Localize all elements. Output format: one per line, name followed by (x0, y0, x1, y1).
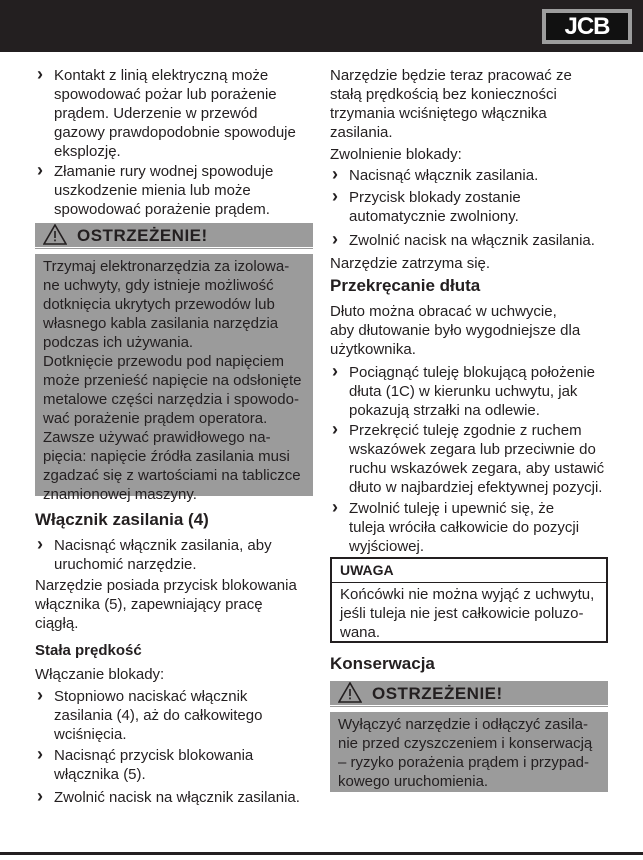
list-item: › Zwolnić tuleję i upewnić się, że tuleja wróciła całkowicie do pozycji wyjściowej. (330, 499, 610, 556)
warning-triangle-icon (338, 682, 362, 703)
jcb-logo: JCB (542, 9, 632, 44)
heading-chisel-rotation: Przekręcanie dłuta (330, 276, 481, 295)
list-item: › Przycisk blokady zostanie automatycznie zwolniony. (330, 188, 610, 226)
warning-title: OSTRZEŻENIE! (77, 226, 208, 245)
list-item: › Stopniowo naciskać włącznik zasilania (4), aż do całkowitego wciśnięcia. (35, 687, 315, 744)
paragraph: Włączanie blokady: (35, 666, 165, 683)
list-item: › Nacisnąć włącznik zasilania. (330, 166, 610, 185)
warning-text: Wyłączyć narzędzie i odłączyć zasila- nie przed czyszczeniem i konserwacją – ryzyko porażenia prądem i przypad- kowego uruchomienia. (330, 712, 608, 792)
list-item: › Przekręcić tuleję zgodnie z ruchem wskazówek zegara lub przeciwnie do ruchu wskazówek zegara, aby ustawić dłuto w najbardziej efektywnej pozycji. (330, 421, 610, 497)
paragraph: Dłuto można obracać w uchwycie, aby dłutowanie było wygodniejsze dla użytkownika. (330, 303, 581, 358)
list-item: › Zwolnić nacisk na włącznik zasilania. (330, 231, 610, 250)
heading-constant-speed: Stała prędkość (35, 642, 142, 659)
warning-header (330, 681, 608, 708)
paragraph: Narzędzie posiada przycisk blokowania włącznika (5), zapewniający pracę ciągłą. (35, 577, 297, 632)
list-item: › Nacisnąć włącznik zasilania, aby uruchomić narzędzie. (35, 536, 315, 574)
paragraph: Narzędzie zatrzyma się. (330, 255, 491, 272)
header-bar (0, 0, 643, 52)
list-item: › Pociągnąć tuleję blokującą położenie dłuta (1C) w kierunku uchwytu, jak pokazują strzałki na odlewie. (330, 363, 610, 420)
warning-triangle-icon (43, 224, 67, 245)
paragraph: Narzędzie będzie teraz pracować ze stałą prędkością bez konieczności trzymania wciśniętego włącznika zasilania. (330, 67, 572, 141)
list-item: › Zwolnić nacisk na włącznik zasilania. (35, 788, 315, 807)
list-item: › Złamanie rury wodnej spowoduje uszkodzenie mienia lub może spowodować porażenie prądem. (35, 162, 315, 219)
warning-header (35, 223, 313, 250)
list-item: › Kontakt z linią elektryczną może spowodować pożar lub porażenie prądem. Uderzenie w przewód gazowy prawdopodobnie spowoduje eksplozję. (35, 66, 315, 161)
paragraph: Zwolnienie blokady: (330, 146, 462, 163)
list-item: › Nacisnąć przycisk blokowania włącznika (5). (35, 746, 315, 784)
warning-text: Trzymaj elektronarzędzia za izolowa- ne uchwyty, gdy istnieje możliwość dotknięcia ukrytych przewodów lub własnego kabla zasilania narzędzia podczas ich używania. Dotknięcie przewodu pod napięciem może przenieść napięcie na odsłonięte metalowe części narzędzia i spowodo- wać porażenie prądem operatora. Zawsze używać prawidłowego na- pięcia: napięcie źródła zasilania musi zgadzać się z wartościami na tabliczce znamionowej maszyny. (35, 254, 313, 496)
heading-power-switch: Włącznik zasilania (4) (35, 510, 209, 529)
note-text: Końcówki nie można wyjąć z uchwytu, jeśli tuleja nie jest całkowicie poluzo- wana. (340, 586, 595, 641)
note-title: UWAGA (332, 559, 606, 583)
footer-rule (0, 852, 643, 855)
note-box (330, 557, 608, 643)
heading-maintenance: Konserwacja (330, 654, 435, 673)
warning-title: OSTRZEŻENIE! (372, 684, 503, 703)
